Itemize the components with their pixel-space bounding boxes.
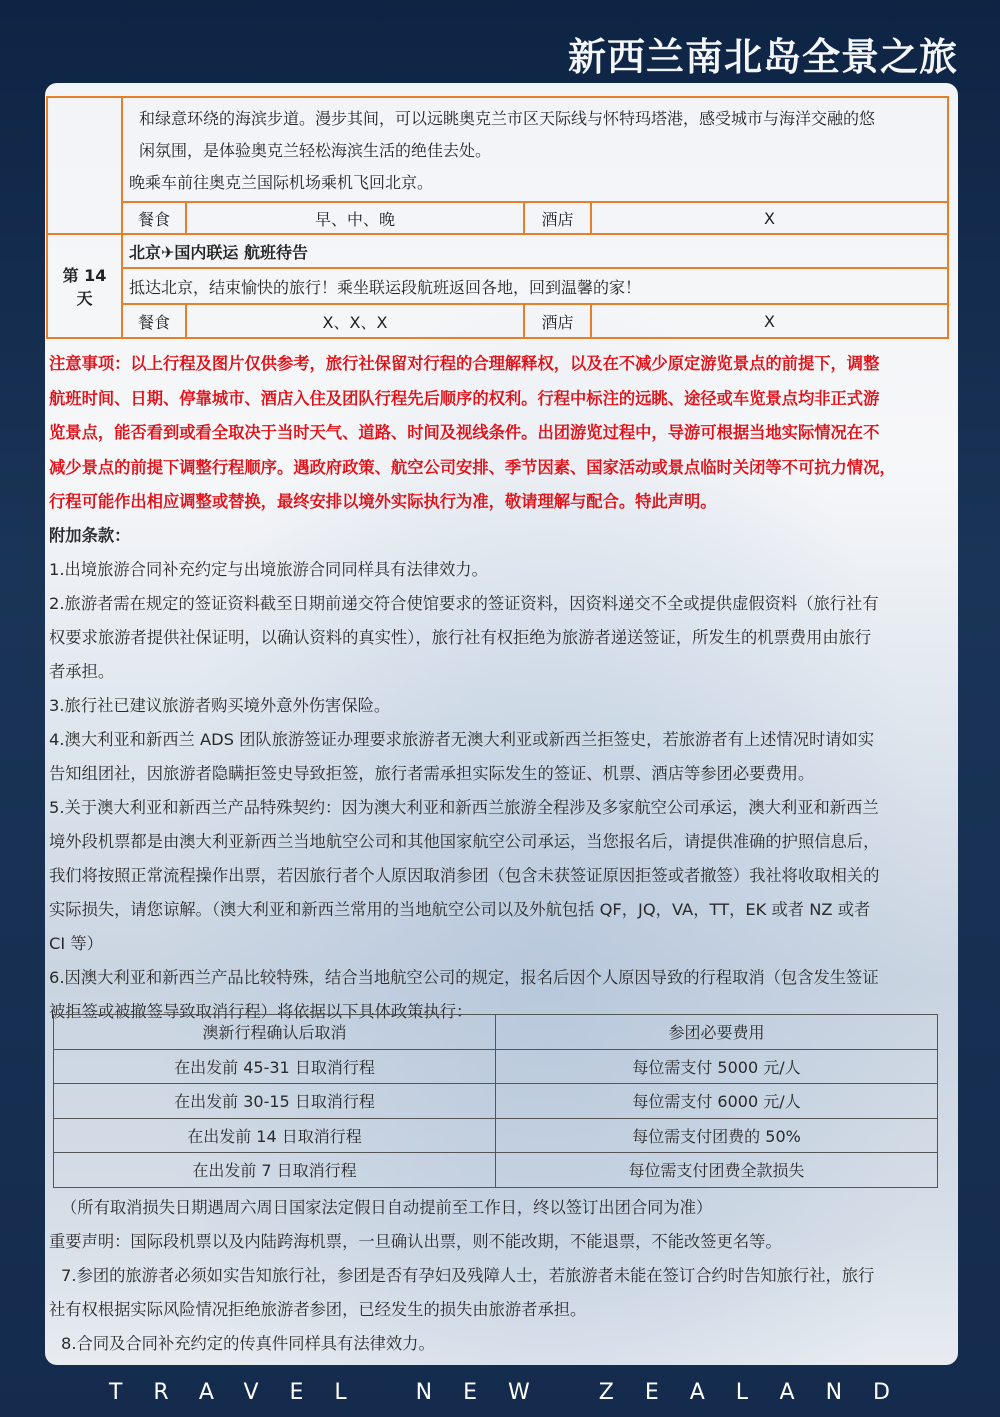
desc-line: 和绿意环绕的海滨步道。漫步其间，可以远眺奥克兰市区天际线与怀特玛塔港，感受城市与海洋交融的悠	[139, 109, 876, 128]
hotel-label: 酒店	[524, 202, 591, 234]
table-cell: 每位需支付团费全款损失	[496, 1153, 938, 1188]
terms-line: 被拒签或被撤签导致取消行程）将依据以下具体政策执行：	[49, 1002, 473, 1021]
table-row	[54, 1118, 938, 1153]
after-table-block	[49, 1191, 949, 1361]
terms-line: CI 等）	[49, 934, 103, 953]
hotel-label: 酒店	[524, 304, 591, 338]
page-title: 新西兰南北岛全景之旅	[567, 34, 958, 79]
hotel-value: X	[591, 202, 948, 234]
terms-block	[49, 519, 949, 1029]
notice-line: 航班时间、日期、停靠城市、酒店入住及团队行程先后顺序的权利。行程中标注的远眺、途径或车览景点均非正式游	[49, 388, 880, 408]
table-row	[54, 1084, 938, 1119]
terms-line: 6.因澳大利亚和新西兰产品比较特殊，结合当地航空公司的规定，报名后因个人原因导致的行程取消（包含发生签证	[49, 968, 879, 987]
terms-line: 权要求旅游者提供社保证明，以确认资料的真实性），旅行社有权拒绝为旅游者递送签证，所发生的机票费用由旅行	[49, 628, 872, 647]
table-header-cell: 参团必要费用	[496, 1015, 938, 1050]
itinerary-row-day14-meal	[47, 304, 948, 338]
itinerary-table	[46, 96, 949, 339]
table-cell: 在出发前 30-15 日取消行程	[54, 1084, 496, 1119]
table-cell: 在出发前 7 日取消行程	[54, 1153, 496, 1188]
terms-line: 3.旅行社已建议旅游者购买境外意外伤害保险。	[49, 696, 391, 715]
itinerary-row-day14-desc	[47, 268, 948, 304]
after-line: 重要声明：国际段机票以及内陆跨海机票，一旦确认出票，则不能改期，不能退票，不能改签更名等。	[49, 1232, 782, 1251]
itinerary-row-prev-meal	[47, 202, 948, 234]
terms-line: 5.关于澳大利亚和新西兰产品特殊契约：因为澳大利亚和新西兰旅游全程涉及多家航空公司承运，澳大利亚和新西兰	[49, 798, 879, 817]
day-label: 第 14 天	[47, 234, 122, 338]
terms-line: 我们将按照正常流程操作出票，若因旅行者个人原因取消参团（包含未获签证原因拒签或者撤签）我社将收取相关的	[49, 866, 880, 885]
footer-tagline: TRAVEL NEW ZEALAND	[108, 1380, 921, 1405]
terms-line: 告知组团社，因旅游者隐瞒拒签史导致拒签，旅行者需承担实际发生的签证、机票、酒店等参团必要费用。	[49, 764, 815, 783]
notice-line: 注意事项：以上行程及图片仅供参考，旅行社保留对行程的合理解释权，以及在不减少原定游览景点的前提下，调整	[49, 354, 880, 373]
terms-line: 4.澳大利亚和新西兰 ADS 团队旅游签证办理要求旅游者无澳大利亚或新西兰拒签史，若旅游者有上述情况时请如实	[49, 730, 875, 749]
after-line: 7.参团的旅游者必须如实告知旅行社，参团是否有孕妇及残障人士，若旅游者未能在签订合约时告知旅行社，旅行	[61, 1266, 875, 1285]
table-cell: 每位需支付团费的 50%	[496, 1118, 938, 1153]
table-cell: 每位需支付 5000 元/人	[496, 1049, 938, 1084]
notice-line: 减少景点的前提下调整行程顺序。遇政府政策、航空公司安排、季节因素、国家活动或景点临时关闭等不可抗力情况，	[49, 457, 896, 477]
content-panel	[45, 83, 958, 1365]
desc-line: 闲氛围，是体验奥克兰轻松海滨生活的绝佳去处。	[139, 141, 492, 160]
cancellation-table	[53, 1014, 938, 1188]
hotel-value: X	[591, 304, 948, 338]
itinerary-row-day14-route	[47, 234, 948, 268]
notice-block	[49, 347, 949, 520]
terms-line: 境外段机票都是由澳大利亚新西兰当地航空公司和其他国家航空公司承运，当您报名后，请提供准确的护照信息后，	[49, 832, 880, 851]
terms-line: 者承担。	[49, 662, 115, 681]
table-row	[54, 1153, 938, 1188]
meal-value: X、X、X	[186, 304, 524, 338]
terms-line: 实际损失，请您谅解。（澳大利亚和新西兰常用的当地航空公司以及外航包括 QF，JQ，VA，TT，EK 或者 NZ 或者	[49, 900, 871, 919]
table-cell: 在出发前 45-31 日取消行程	[54, 1049, 496, 1084]
prev-day-cell	[47, 97, 122, 234]
after-line: 社有权根据实际风险情况拒绝旅游者参团，已经发生的损失由旅游者承担。	[49, 1300, 587, 1319]
desc-line: 晚乘车前往奥克兰国际机场乘机飞回北京。	[129, 173, 434, 192]
prev-day-desc	[122, 97, 948, 202]
day-desc: 抵达北京，结束愉快的旅行！乘坐联运段航班返回各地，回到温馨的家！	[122, 268, 948, 304]
table-cell: 每位需支付 6000 元/人	[496, 1084, 938, 1119]
after-line: 8.合同及合同补充约定的传真件同样具有法律效力。	[61, 1334, 435, 1353]
table-cell: 在出发前 14 日取消行程	[54, 1118, 496, 1153]
after-line: （所有取消损失日期遇周六周日国家法定假日自动提前至工作日，终以签订出团合同为准）	[61, 1198, 713, 1217]
notice-line: 行程可能作出相应调整或替换，最终安排以境外实际执行为准，敬请理解与配合。特此声明。	[49, 492, 717, 511]
meal-label: 餐食	[122, 202, 186, 234]
meal-label: 餐食	[122, 304, 186, 338]
itinerary-row-prev-desc	[47, 97, 948, 202]
day-route: 北京✈国内联运 航班待告	[122, 234, 948, 268]
terms-line: 2.旅游者需在规定的签证资料截至日期前递交符合使馆要求的签证资料，因资料递交不全或提供虚假资料（旅行社有	[49, 594, 879, 613]
table-row	[54, 1049, 938, 1084]
table-header-row	[54, 1015, 938, 1050]
terms-line: 1.出境旅游合同补充约定与出境旅游合同同样具有法律效力。	[49, 560, 488, 579]
notice-line: 览景点，能否看到或看全取决于当时天气、道路、时间及视线条件。出团游览过程中，导游可根据当地实际情况在不	[49, 423, 880, 442]
table-header-cell: 澳新行程确认后取消	[54, 1015, 496, 1050]
meal-value: 早、中、晚	[186, 202, 524, 234]
terms-heading: 附加条款：	[49, 526, 131, 545]
